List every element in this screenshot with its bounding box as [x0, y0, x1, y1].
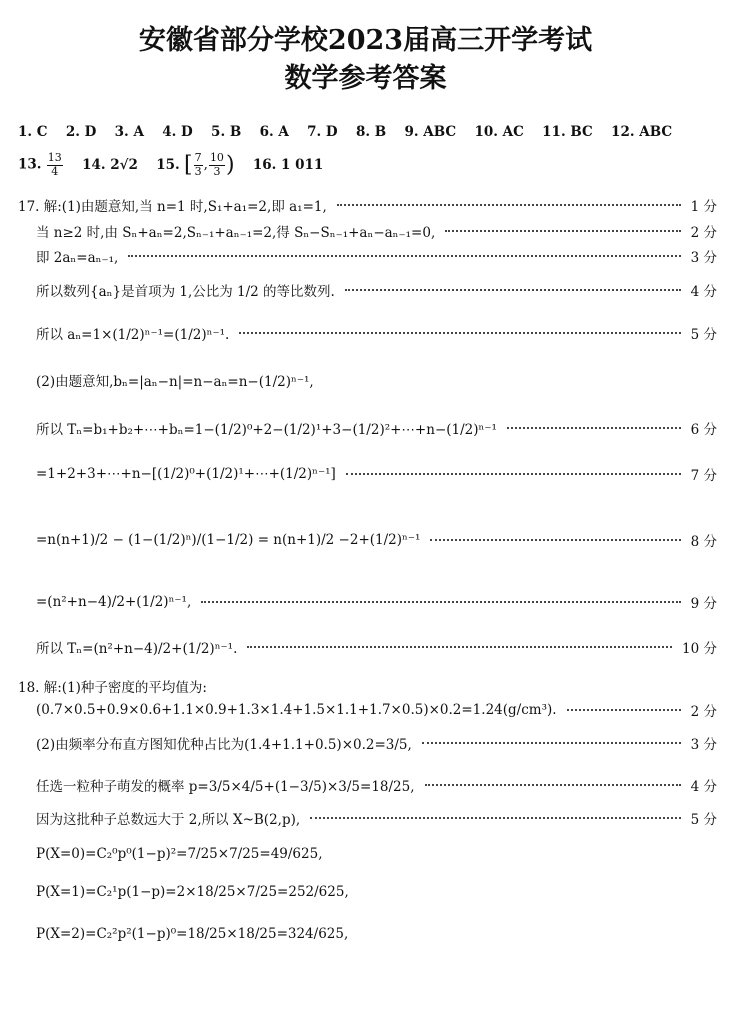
answer-6: 6. A [259, 124, 289, 140]
page-subtitle: 数学参考答案 [284, 63, 447, 94]
q18-line3: (2)由频率分布直方图知优种占比为(1.4+1.1+0.5)×0.2=3/5, 3 分 [36, 733, 717, 753]
choice-answers [18, 124, 717, 140]
q17-line8: =1+2+3+⋯+n−[(1/2)⁰+(1/2)¹+⋯+(1/2)ⁿ⁻¹] 7 分 [36, 466, 717, 484]
score: 5 分 [690, 327, 717, 343]
score: 5 分 [690, 812, 717, 828]
q18-line5: 因为这批种子总数远大于 2,所以 X~B(2,p), 5 分 [36, 808, 717, 828]
answer-1: 1. C [18, 124, 48, 140]
answer-9: 9. ABC [404, 124, 457, 140]
score: 4 分 [690, 284, 717, 300]
fill-answers: 13. $\frac{13}{4}$ 14. 2√2 15. [ $\frac{7}{3}$ , $\frac{10}{3}$ ) 16. 1 011 [18, 151, 324, 178]
q17-line7: 所以 Tₙ=b₁+b₂+⋯+bₙ=1−(1/2)⁰+2−(1/2)¹+3−(1/2)²+⋯+n−(1/2)ⁿ⁻¹ 6 分 [36, 418, 717, 438]
answer-2: 2. D [65, 124, 97, 140]
answer-5: 5. B [211, 124, 242, 140]
answer-7: 7. D [307, 124, 338, 140]
q18-line2: (0.7×0.5+0.9×0.6+1.1×0.9+1.3×1.4+1.5×1.1+1.7×0.5)×0.2=1.24(g/cm³). 2 分 [36, 702, 717, 720]
answer-3: 3. A [114, 124, 144, 140]
score: 10 分 [682, 641, 717, 657]
q17-line2: 当 n≥2 时,由 Sₙ+aₙ=2,Sₙ₋₁+aₙ₋₁=2,得 Sₙ−Sₙ₋₁+aₙ−aₙ₋₁=0, 2 分 [36, 221, 717, 241]
score: 6 分 [690, 422, 717, 438]
score: 8 分 [690, 534, 717, 550]
score: 3 分 [690, 737, 717, 753]
q17-line3: 即 2aₙ=aₙ₋₁, 3 分 [36, 246, 717, 266]
q17-line5: 所以 aₙ=1×(1/2)ⁿ⁻¹=(1/2)ⁿ⁻¹. 5 分 [36, 323, 717, 343]
q17-line1: 17. 解:(1)由题意知,当 n=1 时,S₁+a₁=2,即 a₁=1, 1 分 [18, 195, 717, 215]
q15-label: 15. [156, 156, 180, 173]
q18-line1: 18. 解:(1)种子密度的平均值为: [18, 680, 207, 696]
answer-12: 12. ABC [611, 124, 673, 140]
q17-line10: =(n²+n−4)/2+(1/2)ⁿ⁻¹, 9 分 [36, 594, 717, 612]
page-title: 安徽省部分学校2023届高三开学考试 [138, 25, 593, 56]
q13-fraction: $\frac{13}{4}$ [47, 151, 62, 178]
answer-4: 4. D [162, 124, 193, 140]
score: 2 分 [690, 225, 717, 241]
score: 4 分 [690, 779, 717, 795]
q18-line8: P(X=2)=C₂²p²(1−p)⁰=18/25×18/25=324/625, [36, 926, 349, 942]
score: 3 分 [690, 250, 717, 266]
q16: 16. 1 011 [252, 156, 324, 173]
answer-8: 8. B [355, 124, 387, 140]
q14: 14. 2√2 [82, 156, 138, 173]
answer-11: 11. BC [542, 124, 593, 140]
q17-line4: 所以数列{aₙ}是首项为 1,公比为 1/2 的等比数列. 4 分 [36, 280, 717, 300]
score: 7 分 [690, 468, 717, 484]
q18-line4: 任选一粒种子萌发的概率 p=3/5×4/5+(1−3/5)×3/5=18/25, 4 分 [36, 775, 717, 795]
score: 1 分 [690, 199, 717, 215]
q17-line11: 所以 Tₙ=(n²+n−4)/2+(1/2)ⁿ⁻¹. 10 分 [36, 637, 717, 657]
q18-line6: P(X=0)=C₂⁰p⁰(1−p)²=7/25×7/25=49/625, [36, 846, 323, 862]
score: 9 分 [690, 596, 717, 612]
score: 2 分 [690, 704, 717, 720]
answer-10: 10. AC [474, 124, 524, 140]
q17-line9: =n(n+1)/2 − (1−(1/2)ⁿ)/(1−1/2) = n(n+1)/2 −2+(1/2)ⁿ⁻¹ 8 分 [36, 532, 717, 550]
q18-line7: P(X=1)=C₂¹p(1−p)=2×18/25×7/25=252/625, [36, 884, 349, 900]
q13-label: 13. [18, 156, 42, 173]
q17-line6: (2)由题意知,bₙ=|aₙ−n|=n−aₙ=n−(1/2)ⁿ⁻¹, [36, 374, 314, 390]
